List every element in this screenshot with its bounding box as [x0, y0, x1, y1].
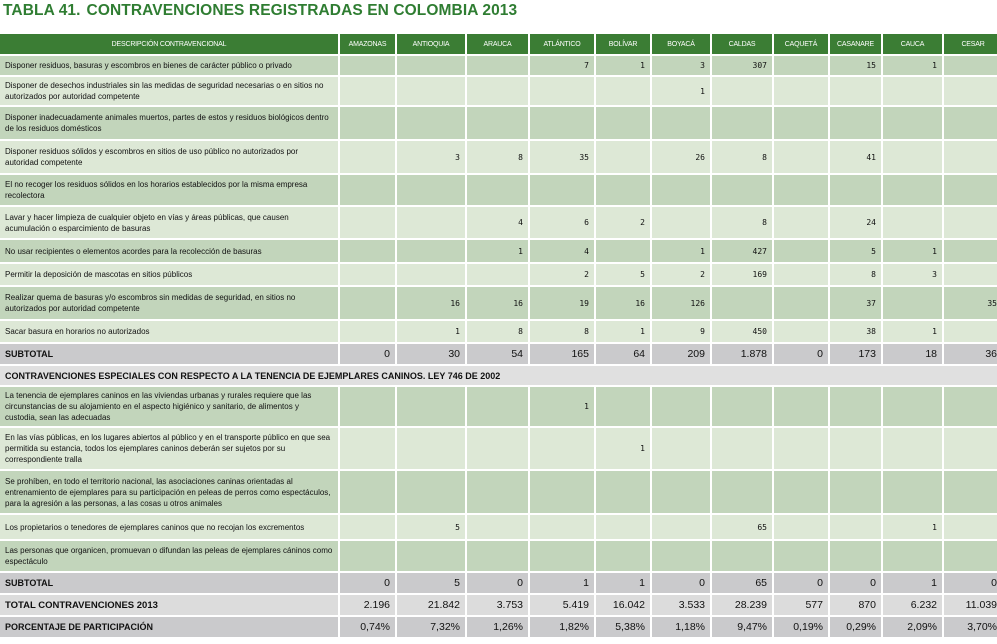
- subtotal-row: [0, 344, 997, 364]
- cell-caldas: [712, 428, 772, 469]
- cell-boyacá: 1: [652, 77, 710, 105]
- cell-atlántico: [530, 471, 594, 513]
- cell-arauca: 54: [467, 344, 528, 364]
- cell-arauca: [467, 77, 528, 105]
- row-description: Realizar quema de basuras y/o escombros sin medidas de seguridad, en sitios no autorizados por autoridad competente: [0, 287, 338, 319]
- cell-caldas: 8: [712, 207, 772, 238]
- cell-caldas: [712, 387, 772, 426]
- cell-cauca: [883, 541, 942, 571]
- cell-arauca: 3.753: [467, 595, 528, 615]
- cell-cesar: [944, 387, 997, 426]
- column-header: ATLÁNTICO: [530, 34, 594, 54]
- cell-amazonas: [340, 264, 395, 285]
- table-row: [0, 264, 997, 285]
- row-description: SUBTOTAL: [0, 573, 338, 593]
- cell-bolívar: 64: [596, 344, 650, 364]
- cell-caquetá: [774, 77, 828, 105]
- cell-caldas: [712, 107, 772, 139]
- cell-arauca: 1: [467, 240, 528, 262]
- cell-bolívar: [596, 387, 650, 426]
- row-description: Disponer residuos, basuras y escombros en bienes de carácter público o privado: [0, 56, 338, 75]
- table-title-text: CONTRAVENCIONES REGISTRADAS EN COLOMBIA 2013: [86, 2, 518, 19]
- cell-antioquia: [397, 77, 465, 105]
- table-row: [0, 175, 997, 205]
- table-title: [3, 2, 517, 20]
- cell-cesar: [944, 175, 997, 205]
- cell-amazonas: [340, 321, 395, 342]
- row-description: Se prohíben, en todo el territorio nacional, las asociaciones caninas orientadas al entrenamiento de ejemplares para su participación en peleas de perros como espectáculos, para la agresión a las personas, a las cosas u otros animales: [0, 471, 338, 513]
- cell-bolívar: [596, 107, 650, 139]
- cell-arauca: [467, 471, 528, 513]
- cell-atlántico: 7: [530, 56, 594, 75]
- percentage-row: [0, 617, 997, 637]
- cell-boyacá: [652, 515, 710, 539]
- cell-cauca: [883, 428, 942, 469]
- cell-cesar: [944, 240, 997, 262]
- cell-amazonas: [340, 107, 395, 139]
- cell-antioquia: [397, 240, 465, 262]
- cell-antioquia: 30: [397, 344, 465, 364]
- cell-atlántico: 4: [530, 240, 594, 262]
- cell-boyacá: [652, 471, 710, 513]
- table-row: [0, 471, 997, 513]
- cell-arauca: [467, 107, 528, 139]
- cell-bolívar: 16.042: [596, 595, 650, 615]
- cell-atlántico: 6: [530, 207, 594, 238]
- column-header-description: DESCRIPCIÓN CONTRAVENCIONAL: [0, 34, 338, 54]
- table-row: [0, 107, 997, 139]
- table-row: [0, 77, 997, 105]
- cell-antioquia: [397, 471, 465, 513]
- cell-cauca: 6.232: [883, 595, 942, 615]
- cell-boyacá: [652, 387, 710, 426]
- cell-boyacá: 26: [652, 141, 710, 173]
- cell-casanare: 5: [830, 240, 881, 262]
- cell-antioquia: [397, 175, 465, 205]
- row-description: El no recoger los residuos sólidos en los horarios establecidos por la misma empresa recolectora: [0, 175, 338, 205]
- table-row: [0, 240, 997, 262]
- cell-boyacá: [652, 541, 710, 571]
- cell-caquetá: [774, 175, 828, 205]
- cell-bolívar: 5,38%: [596, 617, 650, 637]
- column-header: ANTIOQUIA: [397, 34, 465, 54]
- column-header: CASANARE: [830, 34, 881, 54]
- row-description: Disponer inadecuadamente animales muertos, partes de estos y residuos biológicos dentro de los residuos domésticos: [0, 107, 338, 139]
- section-header-row: [0, 366, 997, 385]
- cell-bolívar: [596, 471, 650, 513]
- cell-amazonas: [340, 471, 395, 513]
- cell-caldas: 307: [712, 56, 772, 75]
- cell-atlántico: 1: [530, 387, 594, 426]
- cell-amazonas: 0: [340, 573, 395, 593]
- cell-arauca: [467, 56, 528, 75]
- cell-amazonas: 0: [340, 344, 395, 364]
- cell-casanare: 41: [830, 141, 881, 173]
- cell-antioquia: [397, 541, 465, 571]
- row-description: En las vías públicas, en los lugares abiertos al público y en el transporte público en que sea permitida su estancia, todos los ejemplares caninos deberán ser sujetos por su correspondiente tralla: [0, 428, 338, 469]
- table-row: [0, 207, 997, 238]
- cell-bolívar: [596, 541, 650, 571]
- cell-amazonas: [340, 175, 395, 205]
- cell-casanare: [830, 428, 881, 469]
- cell-bolívar: [596, 141, 650, 173]
- cell-atlántico: 2: [530, 264, 594, 285]
- cell-boyacá: 1,18%: [652, 617, 710, 637]
- header-row: [0, 34, 997, 54]
- column-header: CAQUETÁ: [774, 34, 828, 54]
- cell-cauca: [883, 77, 942, 105]
- cell-boyacá: 0: [652, 573, 710, 593]
- cell-amazonas: [340, 515, 395, 539]
- cell-boyacá: [652, 175, 710, 205]
- cell-cauca: [883, 175, 942, 205]
- cell-bolívar: 5: [596, 264, 650, 285]
- cell-caquetá: [774, 541, 828, 571]
- cell-caquetá: [774, 321, 828, 342]
- cell-antioquia: [397, 56, 465, 75]
- cell-caquetá: [774, 264, 828, 285]
- cell-cesar: [944, 207, 997, 238]
- cell-bolívar: 1: [596, 56, 650, 75]
- cell-casanare: [830, 471, 881, 513]
- cell-caldas: 450: [712, 321, 772, 342]
- cell-bolívar: 2: [596, 207, 650, 238]
- cell-antioquia: 16: [397, 287, 465, 319]
- cell-cesar: 36: [944, 344, 997, 364]
- column-header: ARAUCA: [467, 34, 528, 54]
- cell-atlántico: 1: [530, 573, 594, 593]
- cell-atlántico: 5.419: [530, 595, 594, 615]
- cell-caldas: [712, 175, 772, 205]
- cell-boyacá: 2: [652, 264, 710, 285]
- cell-casanare: [830, 175, 881, 205]
- cell-amazonas: [340, 387, 395, 426]
- row-description: Disponer de desechos industriales sin las medidas de seguridad necesarias o en sitios no autorizados por autoridad competente: [0, 77, 338, 105]
- cell-caquetá: [774, 240, 828, 262]
- cell-casanare: 173: [830, 344, 881, 364]
- cell-bolívar: [596, 240, 650, 262]
- cell-cesar: 0: [944, 573, 997, 593]
- cell-casanare: 24: [830, 207, 881, 238]
- cell-arauca: [467, 264, 528, 285]
- cell-arauca: [467, 541, 528, 571]
- cell-caquetá: [774, 428, 828, 469]
- cell-boyacá: [652, 207, 710, 238]
- cell-caquetá: [774, 207, 828, 238]
- row-description: Los propietarios o tenedores de ejemplares caninos que no recojan los excrementos: [0, 515, 338, 539]
- cell-caldas: 9,47%: [712, 617, 772, 637]
- cell-boyacá: 1: [652, 240, 710, 262]
- cell-antioquia: 1: [397, 321, 465, 342]
- cell-bolívar: [596, 515, 650, 539]
- cell-amazonas: [340, 56, 395, 75]
- cell-antioquia: [397, 264, 465, 285]
- row-description: Permitir la deposición de mascotas en sitios públicos: [0, 264, 338, 285]
- cell-caldas: 65: [712, 515, 772, 539]
- cell-caldas: [712, 471, 772, 513]
- cell-boyacá: 3: [652, 56, 710, 75]
- cell-boyacá: [652, 107, 710, 139]
- cell-antioquia: 7,32%: [397, 617, 465, 637]
- cell-cauca: [883, 387, 942, 426]
- cell-casanare: 8: [830, 264, 881, 285]
- cell-arauca: 1,26%: [467, 617, 528, 637]
- cell-cauca: 1: [883, 240, 942, 262]
- cell-cauca: [883, 107, 942, 139]
- cell-cesar: 11.039: [944, 595, 997, 615]
- cell-atlántico: 19: [530, 287, 594, 319]
- cell-antioquia: 5: [397, 573, 465, 593]
- column-header: CAUCA: [883, 34, 942, 54]
- cell-bolívar: 16: [596, 287, 650, 319]
- cell-atlántico: [530, 428, 594, 469]
- cell-caldas: [712, 77, 772, 105]
- cell-amazonas: [340, 141, 395, 173]
- cell-arauca: 0: [467, 573, 528, 593]
- cell-bolívar: [596, 175, 650, 205]
- cell-cauca: [883, 141, 942, 173]
- cell-caldas: [712, 287, 772, 319]
- cell-casanare: 15: [830, 56, 881, 75]
- cell-atlántico: [530, 515, 594, 539]
- cell-casanare: [830, 387, 881, 426]
- table-row: [0, 515, 997, 539]
- cell-cesar: [944, 56, 997, 75]
- cell-cesar: [944, 321, 997, 342]
- cell-atlántico: [530, 175, 594, 205]
- cell-cesar: 3,70%: [944, 617, 997, 637]
- cell-antioquia: [397, 107, 465, 139]
- cell-amazonas: [340, 240, 395, 262]
- cell-casanare: [830, 77, 881, 105]
- row-description: TOTAL CONTRAVENCIONES 2013: [0, 595, 338, 615]
- cell-cauca: 1: [883, 321, 942, 342]
- row-description: PORCENTAJE DE PARTICIPACIÓN: [0, 617, 338, 637]
- cell-antioquia: [397, 428, 465, 469]
- column-header: AMAZONAS: [340, 34, 395, 54]
- table-row: [0, 387, 997, 426]
- cell-caquetá: [774, 107, 828, 139]
- cell-arauca: 8: [467, 321, 528, 342]
- row-description: No usar recipientes o elementos acordes para la recolección de basuras: [0, 240, 338, 262]
- cell-casanare: 0: [830, 573, 881, 593]
- cell-cauca: 1: [883, 573, 942, 593]
- cell-caquetá: 0: [774, 344, 828, 364]
- cell-caldas: [712, 541, 772, 571]
- contravenciones-table: [0, 32, 997, 639]
- row-description: Las personas que organicen, promuevan o difundan las peleas de ejemplares cáninos como espectáculo: [0, 541, 338, 571]
- cell-antioquia: 5: [397, 515, 465, 539]
- cell-caldas: 427: [712, 240, 772, 262]
- cell-cesar: [944, 77, 997, 105]
- cell-atlántico: 165: [530, 344, 594, 364]
- cell-caquetá: [774, 287, 828, 319]
- total-row: [0, 595, 997, 615]
- cell-amazonas: [340, 287, 395, 319]
- cell-amazonas: [340, 428, 395, 469]
- row-description: SUBTOTAL: [0, 344, 338, 364]
- subtotal-row: [0, 573, 997, 593]
- cell-bolívar: 1: [596, 321, 650, 342]
- cell-boyacá: 209: [652, 344, 710, 364]
- cell-boyacá: 3.533: [652, 595, 710, 615]
- cell-casanare: 37: [830, 287, 881, 319]
- cell-casanare: 870: [830, 595, 881, 615]
- cell-arauca: 4: [467, 207, 528, 238]
- cell-casanare: [830, 515, 881, 539]
- cell-caquetá: [774, 471, 828, 513]
- cell-bolívar: 1: [596, 428, 650, 469]
- cell-atlántico: [530, 77, 594, 105]
- table-row: [0, 287, 997, 319]
- cell-arauca: 16: [467, 287, 528, 319]
- cell-cesar: [944, 141, 997, 173]
- cell-amazonas: 0,74%: [340, 617, 395, 637]
- cell-amazonas: [340, 207, 395, 238]
- column-header: BOYACÁ: [652, 34, 710, 54]
- cell-caquetá: [774, 515, 828, 539]
- cell-atlántico: 8: [530, 321, 594, 342]
- cell-amazonas: [340, 541, 395, 571]
- cell-caldas: 65: [712, 573, 772, 593]
- cell-atlántico: 1,82%: [530, 617, 594, 637]
- cell-arauca: [467, 387, 528, 426]
- cell-antioquia: [397, 387, 465, 426]
- row-description: Lavar y hacer limpieza de cualquier objeto en vías y áreas públicas, que causen acumulación o esparcimiento de basuras: [0, 207, 338, 238]
- cell-cauca: 3: [883, 264, 942, 285]
- cell-cesar: [944, 471, 997, 513]
- cell-caquetá: [774, 56, 828, 75]
- cell-cesar: 35: [944, 287, 997, 319]
- cell-bolívar: [596, 77, 650, 105]
- cell-arauca: [467, 515, 528, 539]
- cell-cauca: 1: [883, 56, 942, 75]
- cell-cauca: 18: [883, 344, 942, 364]
- column-header: CALDAS: [712, 34, 772, 54]
- cell-caquetá: [774, 387, 828, 426]
- cell-antioquia: [397, 207, 465, 238]
- cell-cauca: [883, 287, 942, 319]
- cell-atlántico: 35: [530, 141, 594, 173]
- cell-cauca: 1: [883, 515, 942, 539]
- cell-amazonas: [340, 77, 395, 105]
- cell-cesar: [944, 264, 997, 285]
- cell-cesar: [944, 428, 997, 469]
- cell-casanare: 38: [830, 321, 881, 342]
- cell-cesar: [944, 541, 997, 571]
- cell-caldas: 1.878: [712, 344, 772, 364]
- cell-boyacá: 9: [652, 321, 710, 342]
- cell-antioquia: 3: [397, 141, 465, 173]
- cell-boyacá: 126: [652, 287, 710, 319]
- table-row: [0, 321, 997, 342]
- cell-caquetá: 0: [774, 573, 828, 593]
- cell-atlántico: [530, 541, 594, 571]
- cell-cauca: 2,09%: [883, 617, 942, 637]
- table-row: [0, 141, 997, 173]
- cell-bolívar: 1: [596, 573, 650, 593]
- cell-arauca: 8: [467, 141, 528, 173]
- table-row: [0, 428, 997, 469]
- cell-caquetá: [774, 141, 828, 173]
- cell-arauca: [467, 175, 528, 205]
- cell-arauca: [467, 428, 528, 469]
- cell-caldas: 28.239: [712, 595, 772, 615]
- cell-caldas: 169: [712, 264, 772, 285]
- table-row: [0, 541, 997, 571]
- cell-cesar: [944, 107, 997, 139]
- cell-casanare: [830, 541, 881, 571]
- section-title: CONTRAVENCIONES ESPECIALES CON RESPECTO A LA TENENCIA DE EJEMPLARES CANINOS. LEY 746 DE 2002: [0, 366, 997, 385]
- row-description: Sacar basura en horarios no autorizados: [0, 321, 338, 342]
- table-number: TABLA 41.: [3, 2, 81, 19]
- row-description: La tenencia de ejemplares caninos en las viviendas urbanas y rurales requiere que las circunstancias de su alojamiento en el aspecto higiénico y sanitario, de alimentos y custodia, sean las adecuadas: [0, 387, 338, 426]
- table-row: [0, 56, 997, 75]
- cell-boyacá: [652, 428, 710, 469]
- cell-antioquia: 21.842: [397, 595, 465, 615]
- cell-casanare: 0,29%: [830, 617, 881, 637]
- column-header: BOLÍVAR: [596, 34, 650, 54]
- cell-caquetá: 0,19%: [774, 617, 828, 637]
- cell-atlántico: [530, 107, 594, 139]
- column-header: CESAR: [944, 34, 997, 54]
- cell-casanare: [830, 107, 881, 139]
- cell-amazonas: 2.196: [340, 595, 395, 615]
- cell-cauca: [883, 207, 942, 238]
- cell-cesar: [944, 515, 997, 539]
- cell-caquetá: 577: [774, 595, 828, 615]
- row-description: Disponer residuos sólidos y escombros en sitios de uso público no autorizados por autoridad competente: [0, 141, 338, 173]
- cell-caldas: 8: [712, 141, 772, 173]
- cell-cauca: [883, 471, 942, 513]
